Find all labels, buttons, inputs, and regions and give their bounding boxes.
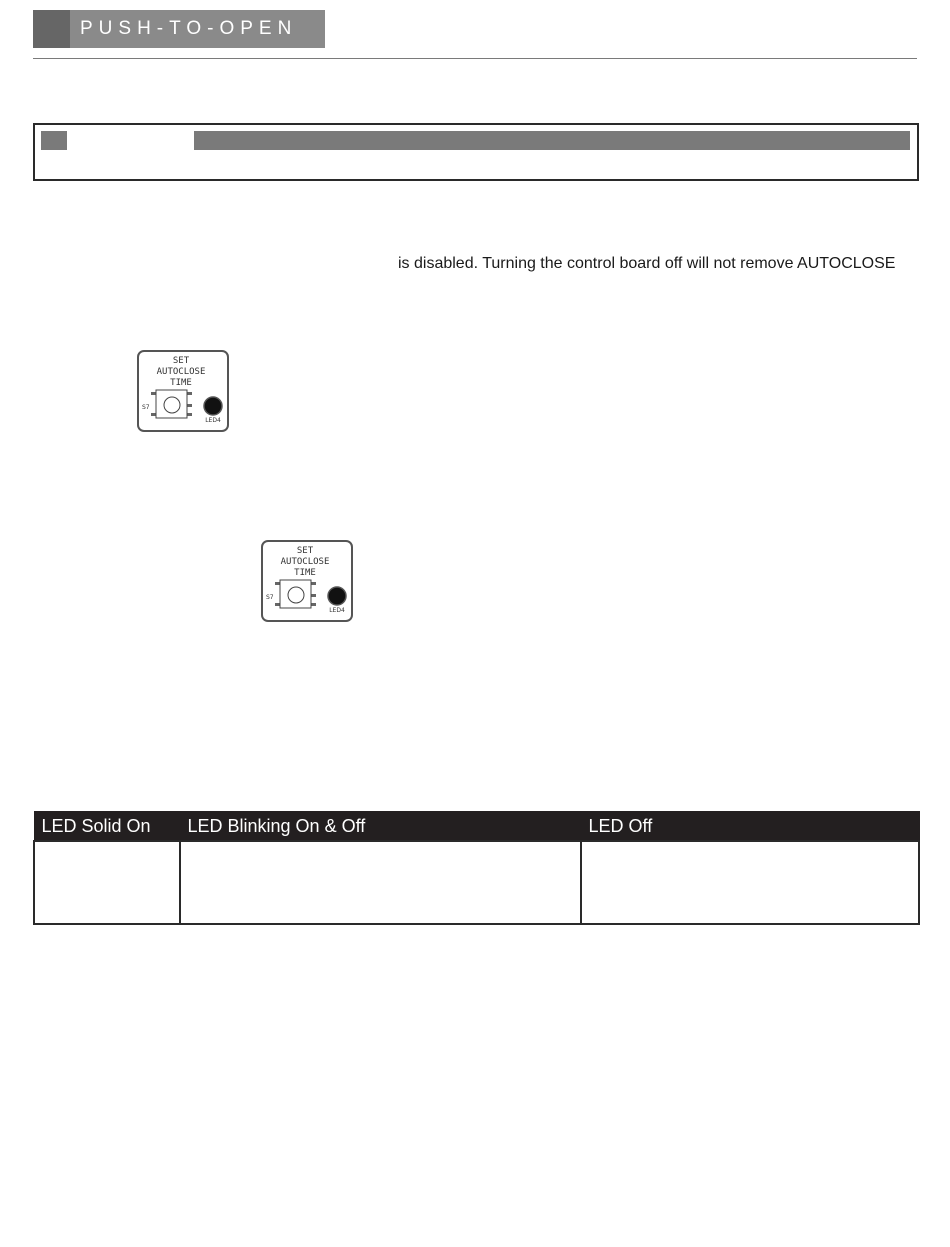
note-box-tag	[41, 131, 67, 150]
led-status-table	[33, 811, 920, 925]
switch-label-time: TIME	[294, 568, 316, 578]
push-button-icon	[288, 587, 304, 603]
header-led-off: LED Off	[581, 812, 919, 842]
header-led-solid-on: LED Solid On	[34, 812, 180, 842]
switch-label-autoclose: AUTOCLOSE	[156, 367, 206, 377]
led-icon	[328, 587, 346, 605]
section-header	[33, 10, 325, 48]
body-text-line: is disabled. Turning the control board off will not remove AUTOCLOSE	[398, 255, 896, 272]
note-box	[33, 123, 919, 181]
led-label: LED4	[205, 417, 221, 424]
led-label: LED4	[329, 607, 345, 614]
note-box-bar	[194, 131, 910, 150]
switch-label-set: SET	[172, 356, 190, 366]
switch-label-autoclose: AUTOCLOSE	[280, 557, 330, 567]
button-label: S7	[266, 594, 274, 601]
header-led-blinking: LED Blinking On & Off	[180, 812, 581, 842]
button-label: S7	[142, 404, 150, 411]
led-icon	[204, 397, 222, 415]
switch-label-time: TIME	[170, 378, 192, 388]
table-row	[34, 841, 919, 924]
switch-label-set: SET	[296, 546, 314, 556]
header-divider	[33, 58, 917, 59]
section-title: PUSH-TO-OPEN	[70, 10, 325, 48]
set-autoclose-switch-illustration	[137, 350, 229, 432]
cell-led-blinking	[180, 841, 581, 924]
cell-led-solid-on	[34, 841, 180, 924]
push-button-icon	[164, 397, 180, 413]
header-accent-block	[33, 10, 70, 48]
set-autoclose-switch-illustration	[261, 540, 353, 622]
cell-led-off	[581, 841, 919, 924]
table-header-row	[34, 812, 919, 842]
